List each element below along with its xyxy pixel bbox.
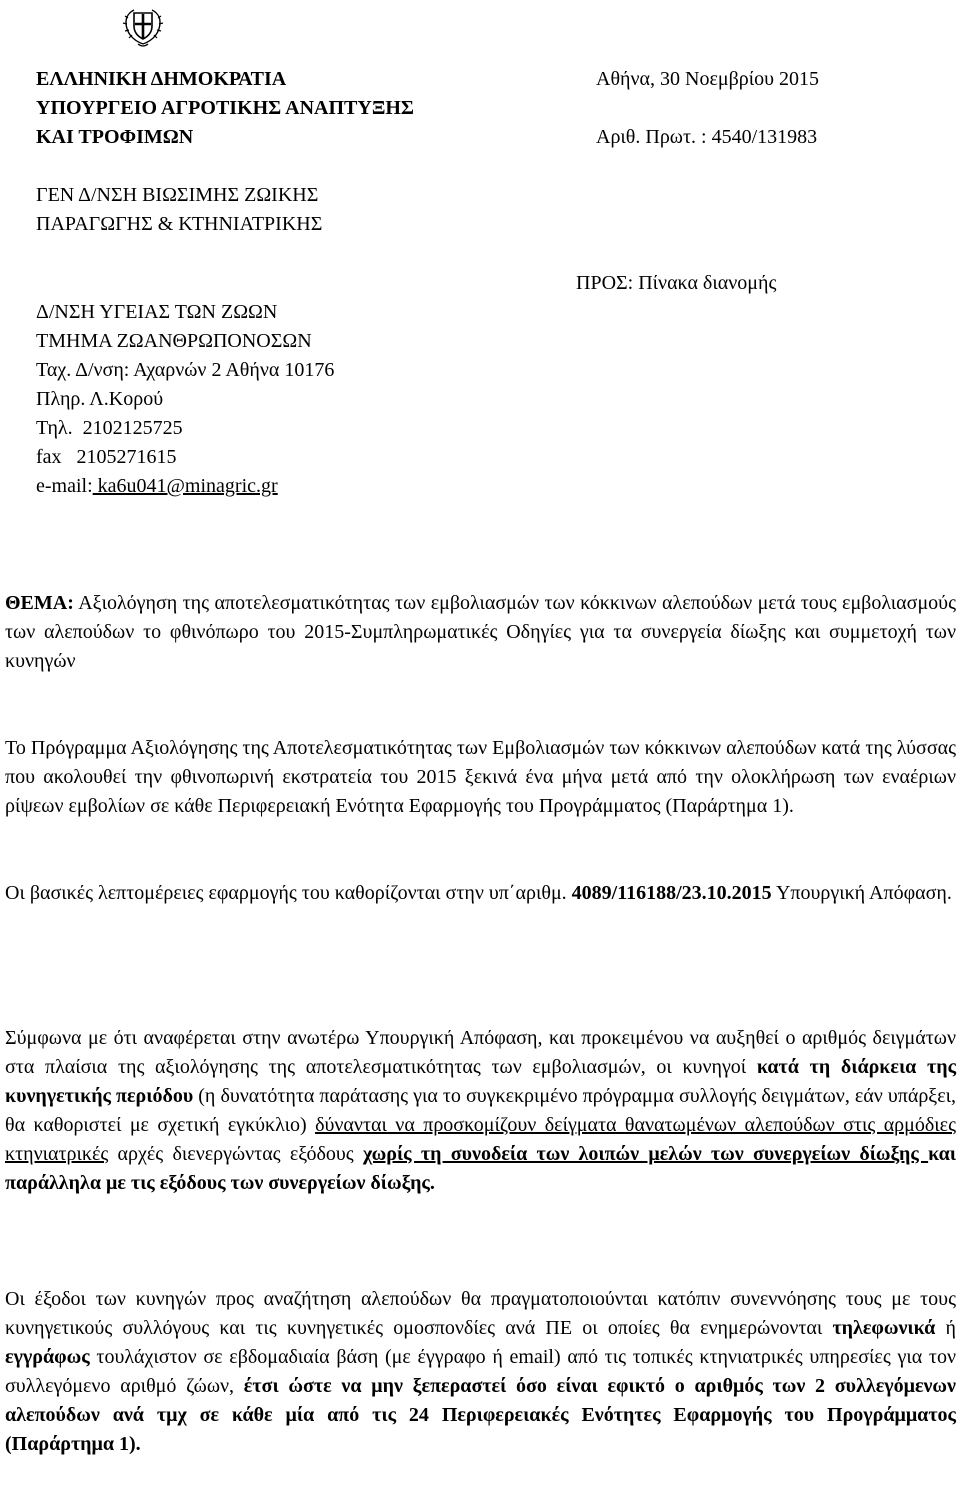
paragraph-2: [5, 879, 956, 908]
paragraph-3-part-a: Σύμφωνα με ότι αναφέρεται στην ανωτέρω Υπουργική Απόφαση, και προκειμένου να αυξηθεί ο αριθμός δειγμάτων στα πλαίσια της αξιολόγησης της αποτελεσματικότητας των εμβολιασμών, οι κυνηγοί: [5, 1027, 956, 1078]
paragraph-2-end: Υπουργική Απόφαση.: [771, 882, 952, 904]
hunting-period-emphasis: κατά τη διάρκεια της κυνηγετικής περιόδου: [5, 1056, 957, 1107]
paragraph-3-bold-underlined: χωρίς τη συνοδεία των λοιπών μελών των συνεργείων δίωξης: [362, 1143, 929, 1165]
paragraph-4-bold-end: έτσι ώστε να μην ξεπεραστεί όσο είναι εφικτό ο αριθμός των 2 συλλεγόμενων αλεπούδων ανά τμχ σε κάθε μία από τις 24 Περιφερειακές Ενότητες Εφαρμογής του Προγράμματος (Παράρτημα 1).: [5, 1375, 956, 1455]
contact-person: Πληρ. Λ.Κορού: [36, 388, 164, 410]
paragraph-2-start: Οι βασικές λεπτομέρειες εφαρμογής του καθορίζονται στην υπ΄αριθμ.: [5, 882, 567, 904]
paragraph-1: Το Πρόγραμμα Αξιολόγησης της Αποτελεσματικότητας των Εμβολιασμών των κόκκινων αλεπούδων κατά της λύσσας που ακολουθεί την φθινοπωρινή εκστρατεία του 2015 ξεκινά ένα μήνα μετά από την ολοκλήρωση των εναέριων ρίψεων εμβολίων σε κάθε Περιφερειακή Ενότητα Εφαρμογής του Προγράμματος (Παράρτημα 1).: [5, 737, 956, 817]
ministry-line2: ΚΑΙ ΤΡΟΦΙΜΩΝ: [36, 126, 194, 148]
paragraph-4-part-c: ή: [935, 1317, 956, 1339]
paragraph-3: [5, 1024, 956, 1198]
subject: [5, 589, 956, 676]
protocol-number: Αριθ. Πρωτ. : 4540/131983: [596, 126, 818, 148]
general-directorate-line1: ΓΕΝ Δ/ΝΣΗ ΒΙΩΣΙΜΗΣ ΖΩΙΚΗΣ: [36, 184, 319, 206]
paragraph-3-underlined: δύνανται να προσκομίζουν δείγματα θανατωμένων αλεπούδων στις αρμόδιες κτηνιατρικές: [5, 1114, 957, 1165]
paragraph-3-bold-end: και παράλληλα με τις εξόδους των συνεργείων δίωξης.: [5, 1143, 956, 1194]
document-date: Αθήνα, 30 Νοεμβρίου 2015: [596, 68, 820, 90]
paragraph-4-part-a: Οι έξοδοι των κυνηγών προς αναζήτηση αλεπούδων θα πραγματοποιούνται κατόπιν συνεννόησης τους με τους κυνηγετικούς συλλόγους και τις κυνηγετικές ομοσπονδίες ανά ΠΕ οι οποίες θα ενημερώνονται: [5, 1288, 956, 1339]
department: ΤΜΗΜΑ ΖΩΑΝΘΡΩΠΟΝΟΣΩΝ: [36, 330, 312, 352]
email-label: e-mail:: [36, 475, 93, 497]
paragraph-4-part-e: τουλάχιστον σε εβδομαδιαία βάση (με έγγραφο ή email) από τις τοπικές κτηνιατρικές υπηρεσίες για τον συλλεγόμενο αριθμό ζώων,: [5, 1346, 956, 1397]
general-directorate-line2: ΠΑΡΑΓΩΓΗΣ & ΚΤΗΝΙΑΤΡΙΚΗΣ: [36, 213, 323, 235]
fax: fax 2105271615: [36, 446, 177, 468]
coat-of-arms-icon: [120, 4, 166, 50]
postal-address: Ταχ. Δ/νση: Αχαρνών 2 Αθήνα 10176: [36, 359, 335, 381]
by-phone-emphasis: τηλεφωνικά: [832, 1317, 936, 1339]
phone: Τηλ. 2102125725: [36, 417, 183, 439]
subject-text: Αξιολόγηση της αποτελεσματικότητας των εμβολιασμών των κόκκινων αλεπούδων μετά τους εμβολιασμούς των αλεπούδων το φθινόπωρο του 2015-Συμπληρωματικές Οδηγίες για τα συνεργεία δίωξης και συμμετοχή των κυνηγών: [5, 592, 956, 672]
recipient: ΠΡΟΣ: Πίνακα διανομής: [576, 272, 777, 294]
paragraph-3-part-c: (η δυνατότητα παράτασης για το συγκεκριμένο πρόγραμμα συλλογής δειγμάτων, εάν υπάρξει, θα καθοριστεί με σχετική εγκύκλιο): [5, 1085, 956, 1136]
ministry-line1: ΥΠΟΥΡΓΕΙΟ ΑΓΡΟΤΙΚΗΣ ΑΝΑΠΤΥΞΗΣ: [36, 97, 414, 119]
subject-label: ΘΕΜΑ:: [5, 592, 74, 614]
country-name: ΕΛΛΗΝΙΚΗ ΔΗΜΟΚΡΑΤΙΑ: [36, 68, 287, 90]
directorate: Δ/ΝΣΗ ΥΓΕΙΑΣ ΤΩΝ ΖΩΩΝ: [36, 301, 278, 323]
email-link[interactable]: ka6u041@minagric.gr: [92, 475, 278, 497]
paragraph-4: [5, 1285, 956, 1459]
email-line: [36, 472, 278, 501]
paragraph-3-part-e: αρχές διενεργώντας εξόδους: [108, 1143, 363, 1165]
decision-number: 4089/116188/23.10.2015: [571, 882, 772, 904]
in-writing-emphasis: εγγράφως: [5, 1346, 90, 1368]
